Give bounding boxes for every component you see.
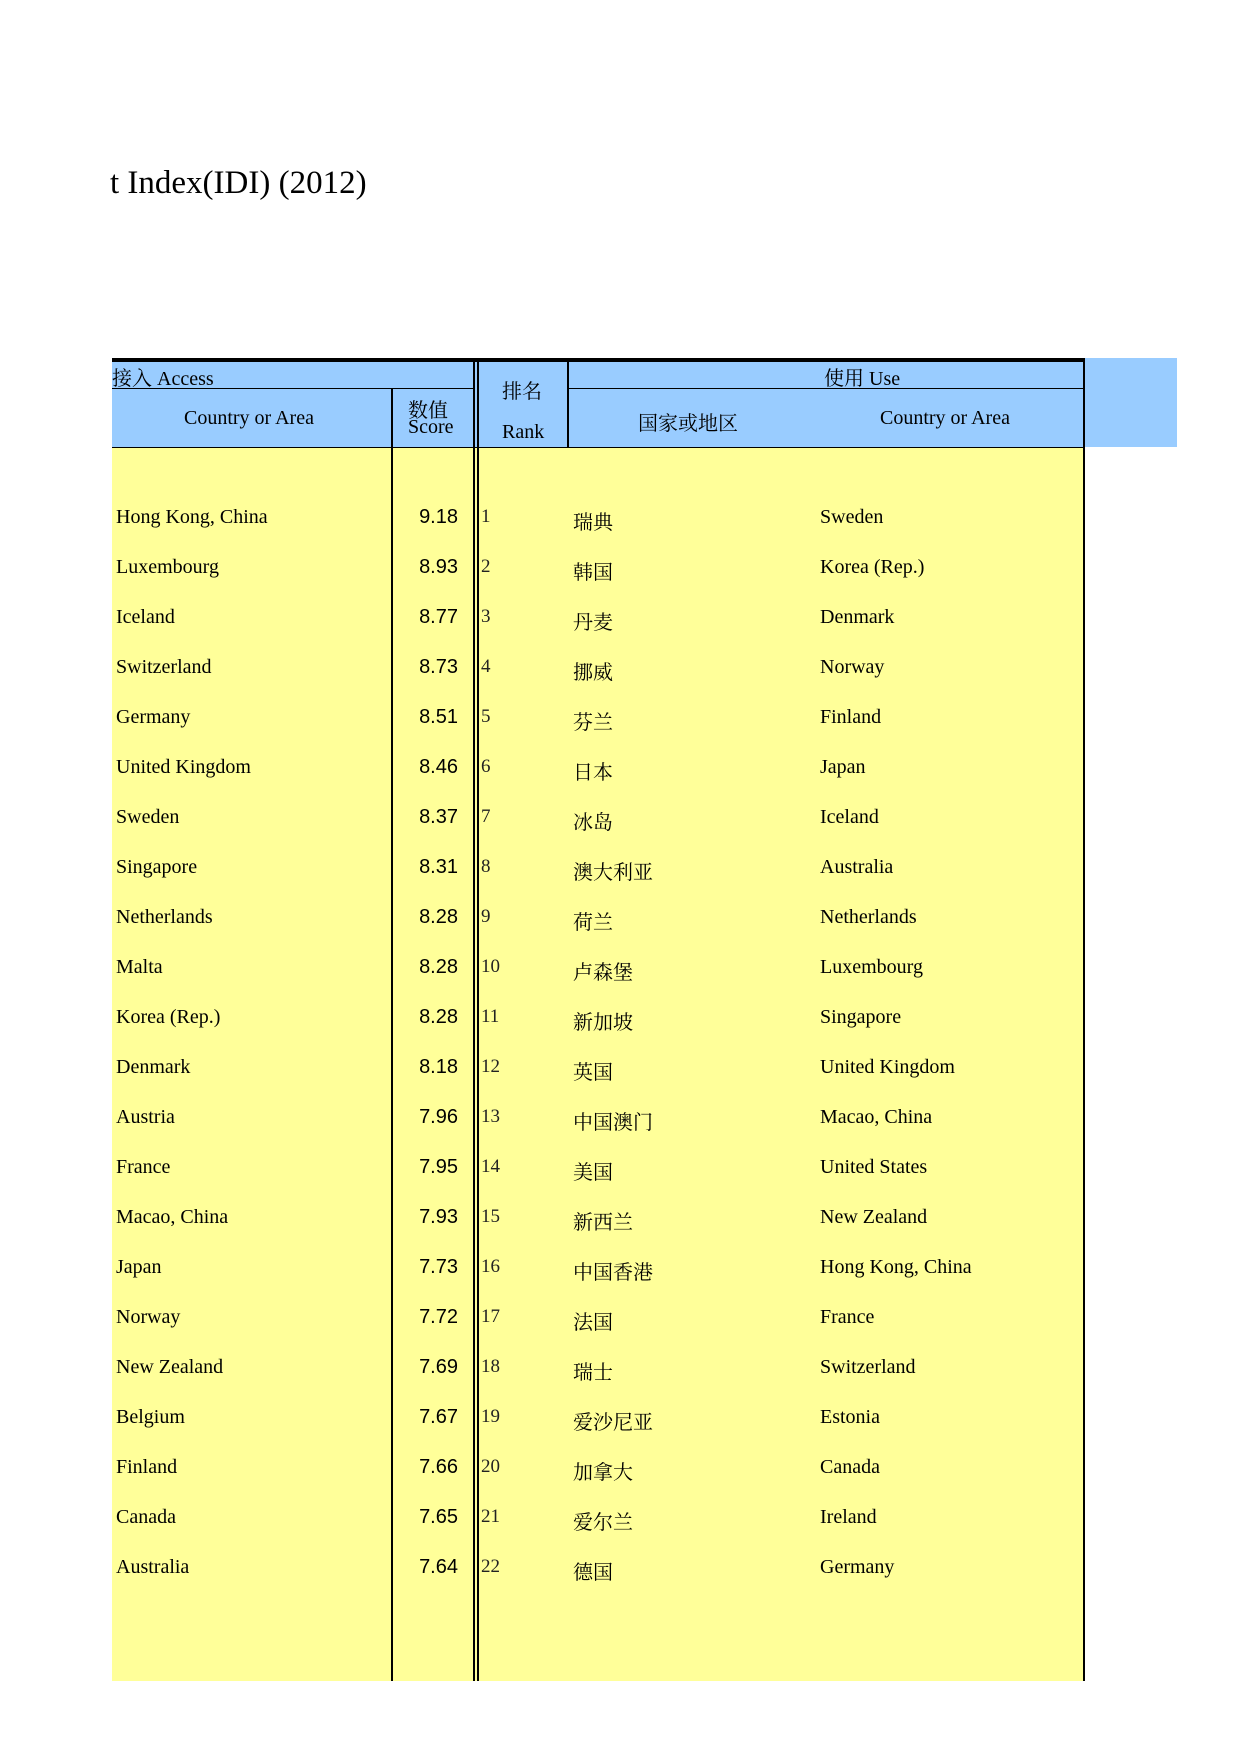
access-score-cell: 7.95 bbox=[419, 1156, 458, 1178]
rank-cell: 14 bbox=[481, 1156, 500, 1177]
table-row bbox=[112, 1256, 1085, 1306]
access-country-cell: Japan bbox=[116, 1256, 162, 1278]
use-country-en-cell: United Kingdom bbox=[820, 1056, 955, 1078]
use-country-en-cell: Ireland bbox=[820, 1506, 877, 1528]
access-score-cell: 7.73 bbox=[419, 1256, 458, 1278]
use-country-cn-cell: 澳大利亚 bbox=[573, 862, 653, 884]
access-country-cell: Australia bbox=[116, 1556, 190, 1578]
table-row bbox=[112, 656, 1085, 706]
table-row bbox=[112, 1556, 1085, 1606]
table-row bbox=[112, 756, 1085, 806]
use-country-en-cell: Sweden bbox=[820, 506, 884, 528]
access-score-cell: 7.93 bbox=[419, 1206, 458, 1228]
access-score-cell: 8.77 bbox=[419, 606, 458, 628]
access-score-cell: 7.96 bbox=[419, 1106, 458, 1128]
rank-cell: 13 bbox=[481, 1106, 500, 1127]
table-row bbox=[112, 1456, 1085, 1506]
rank-cell: 19 bbox=[481, 1406, 500, 1427]
rank-cell: 6 bbox=[481, 756, 491, 777]
use-country-en-cell: New Zealand bbox=[820, 1206, 928, 1228]
access-country-cell: Finland bbox=[116, 1456, 178, 1478]
header-bottom-border bbox=[112, 447, 1085, 448]
rank-cell: 2 bbox=[481, 556, 491, 577]
table-body bbox=[112, 506, 1085, 1606]
access-score-cell: 8.37 bbox=[419, 806, 458, 828]
table-row bbox=[112, 606, 1085, 656]
use-country-en-cell: France bbox=[820, 1306, 875, 1328]
use-en-country-header: Country or Area bbox=[880, 407, 1010, 429]
rank-header-en: Rank bbox=[502, 421, 545, 443]
rank-cell: 7 bbox=[481, 806, 491, 827]
rank-cell: 1 bbox=[481, 506, 491, 527]
use-country-en-cell: Korea (Rep.) bbox=[820, 556, 925, 578]
access-country-header: Country or Area bbox=[184, 407, 314, 429]
access-score-cell: 9.18 bbox=[419, 506, 458, 528]
access-country-cell: Singapore bbox=[116, 856, 198, 878]
rank-cell: 8 bbox=[481, 856, 491, 877]
use-country-cn-cell: 日本 bbox=[573, 762, 613, 784]
table-row bbox=[112, 1306, 1085, 1356]
use-country-cn-cell: 荷兰 bbox=[573, 912, 613, 934]
table-row bbox=[112, 806, 1085, 856]
score-header-en: Score bbox=[408, 416, 454, 438]
rank-cell: 11 bbox=[481, 1006, 500, 1027]
use-country-cn-cell: 中国澳门 bbox=[573, 1112, 653, 1134]
table-row bbox=[112, 1006, 1085, 1056]
rank-cell: 22 bbox=[481, 1556, 500, 1577]
access-country-cell: Hong Kong, China bbox=[116, 506, 268, 528]
use-country-cn-cell: 爱沙尼亚 bbox=[573, 1412, 653, 1434]
use-country-cn-cell: 加拿大 bbox=[573, 1462, 633, 1484]
access-score-cell: 7.69 bbox=[419, 1356, 458, 1378]
use-country-cn-cell: 爱尔兰 bbox=[573, 1512, 633, 1534]
access-country-cell: Switzerland bbox=[116, 656, 212, 678]
use-country-cn-cell: 丹麦 bbox=[573, 612, 613, 634]
access-score-cell: 7.65 bbox=[419, 1506, 458, 1528]
access-score-cell: 7.67 bbox=[419, 1406, 458, 1428]
rank-cell: 18 bbox=[481, 1356, 500, 1377]
table-row bbox=[112, 856, 1085, 906]
use-country-en-cell: Germany bbox=[820, 1556, 895, 1578]
table-row bbox=[112, 706, 1085, 756]
table-row bbox=[112, 1356, 1085, 1406]
access-country-cell: Korea (Rep.) bbox=[116, 1006, 221, 1028]
use-country-en-cell: Luxembourg bbox=[820, 956, 923, 978]
use-country-cn-cell: 瑞士 bbox=[573, 1362, 613, 1384]
access-score-cell: 7.66 bbox=[419, 1456, 458, 1478]
table-row bbox=[112, 556, 1085, 606]
rank-cell: 4 bbox=[481, 656, 491, 677]
access-country-cell: France bbox=[116, 1156, 171, 1178]
access-score-cell: 8.51 bbox=[419, 706, 458, 728]
use-country-cn-cell: 瑞典 bbox=[573, 512, 613, 534]
table-row bbox=[112, 1106, 1085, 1156]
rank-cell: 20 bbox=[481, 1456, 500, 1477]
access-score-cell: 8.73 bbox=[419, 656, 458, 678]
use-country-cn-cell: 英国 bbox=[573, 1062, 613, 1084]
access-country-cell: Canada bbox=[116, 1506, 176, 1528]
rank-header-cn: 排名 bbox=[502, 381, 542, 403]
rank-cell: 15 bbox=[481, 1206, 500, 1227]
use-country-cn-cell: 新加坡 bbox=[573, 1012, 633, 1034]
access-score-cell: 8.28 bbox=[419, 1006, 458, 1028]
use-country-cn-cell: 中国香港 bbox=[573, 1262, 653, 1284]
use-country-en-cell: Canada bbox=[820, 1456, 880, 1478]
access-country-cell: Iceland bbox=[116, 606, 175, 628]
use-country-en-cell: Switzerland bbox=[820, 1356, 916, 1378]
use-country-cn-cell: 芬兰 bbox=[573, 712, 613, 734]
access-score-cell: 7.72 bbox=[419, 1306, 458, 1328]
use-country-en-cell: Hong Kong, China bbox=[820, 1256, 972, 1278]
rank-cell: 12 bbox=[481, 1056, 500, 1077]
access-country-cell: Luxembourg bbox=[116, 556, 219, 578]
use-country-cn-cell: 法国 bbox=[573, 1312, 613, 1334]
use-country-en-cell: United States bbox=[820, 1156, 928, 1178]
use-country-en-cell: Japan bbox=[820, 756, 866, 778]
use-country-en-cell: Denmark bbox=[820, 606, 895, 628]
access-country-cell: Belgium bbox=[116, 1406, 185, 1428]
use-country-cn-cell: 冰岛 bbox=[573, 812, 613, 834]
use-country-cn-cell: 德国 bbox=[573, 1562, 613, 1584]
use-country-en-cell: Finland bbox=[820, 706, 882, 728]
access-score-cell: 7.64 bbox=[419, 1556, 458, 1578]
access-score-cell: 8.46 bbox=[419, 756, 458, 778]
rank-cell: 21 bbox=[481, 1506, 500, 1527]
table-row bbox=[112, 1056, 1085, 1106]
table-row bbox=[112, 1406, 1085, 1456]
access-score-cell: 8.28 bbox=[419, 906, 458, 928]
use-country-en-cell: Netherlands bbox=[820, 906, 917, 928]
rank-cell: 5 bbox=[481, 706, 491, 727]
access-country-cell: Sweden bbox=[116, 806, 180, 828]
access-country-cell: Macao, China bbox=[116, 1206, 229, 1228]
table-row bbox=[112, 906, 1085, 956]
use-country-cn-cell: 新西兰 bbox=[573, 1212, 633, 1234]
use-cn-country-header: 国家或地区 bbox=[638, 413, 738, 435]
rank-cell: 17 bbox=[481, 1306, 500, 1327]
rank-divider-right bbox=[567, 358, 569, 447]
access-country-cell: Netherlands bbox=[116, 906, 213, 928]
table-row bbox=[112, 1506, 1085, 1556]
use-country-cn-cell: 挪威 bbox=[573, 662, 613, 684]
access-country-cell: New Zealand bbox=[116, 1356, 224, 1378]
access-score-cell: 8.28 bbox=[419, 956, 458, 978]
rank-cell: 3 bbox=[481, 606, 491, 627]
access-country-cell: Malta bbox=[116, 956, 163, 978]
use-country-en-cell: Estonia bbox=[820, 1406, 880, 1428]
table-row bbox=[112, 956, 1085, 1006]
use-country-en-cell: Iceland bbox=[820, 806, 879, 828]
access-country-cell: United Kingdom bbox=[116, 756, 251, 778]
use-country-en-cell: Singapore bbox=[820, 1006, 902, 1028]
use-country-cn-cell: 卢森堡 bbox=[573, 962, 633, 984]
access-group-label: 接入 Access bbox=[112, 368, 214, 390]
rank-cell: 16 bbox=[481, 1256, 500, 1277]
access-country-cell: Denmark bbox=[116, 1056, 191, 1078]
access-score-cell: 8.93 bbox=[419, 556, 458, 578]
use-group-label: 使用 Use bbox=[824, 368, 901, 390]
table-row bbox=[112, 506, 1085, 556]
use-country-en-cell: Norway bbox=[820, 656, 885, 678]
access-country-cell: Norway bbox=[116, 1306, 181, 1328]
use-country-cn-cell: 韩国 bbox=[573, 562, 613, 584]
use-country-en-cell: Macao, China bbox=[820, 1106, 933, 1128]
rank-cell: 9 bbox=[481, 906, 491, 927]
score-header-cn: 数值 bbox=[408, 400, 448, 422]
access-score-cell: 8.31 bbox=[419, 856, 458, 878]
table-row bbox=[112, 1206, 1085, 1256]
rank-cell: 10 bbox=[481, 956, 500, 977]
table-top-border bbox=[112, 358, 1085, 362]
access-country-cell: Austria bbox=[116, 1106, 175, 1128]
use-country-cn-cell: 美国 bbox=[573, 1162, 613, 1184]
page-title: t Index(IDI) (2012) bbox=[110, 165, 367, 201]
access-score-cell: 8.18 bbox=[419, 1056, 458, 1078]
table-row bbox=[112, 1156, 1085, 1206]
access-country-cell: Germany bbox=[116, 706, 191, 728]
use-country-en-cell: Australia bbox=[820, 856, 894, 878]
